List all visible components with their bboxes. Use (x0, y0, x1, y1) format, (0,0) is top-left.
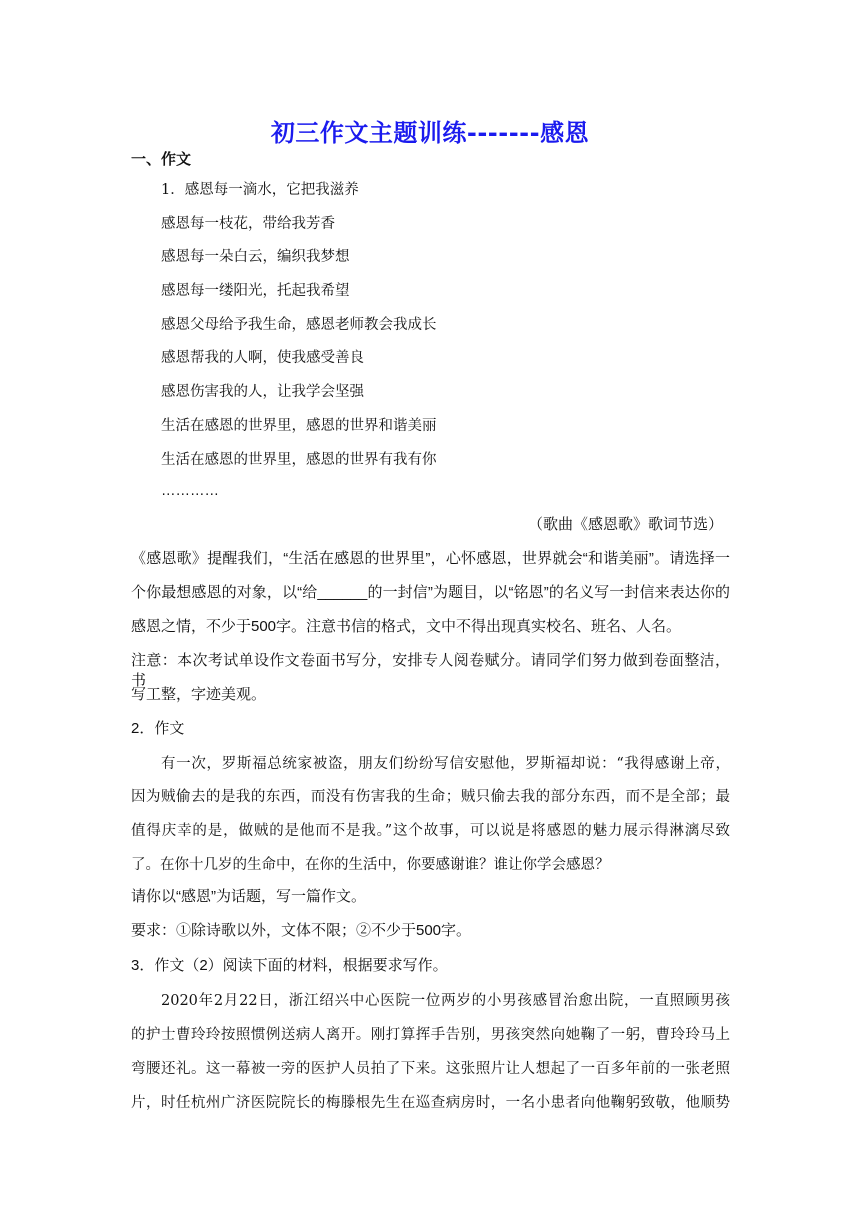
poem-line: 感恩帮我的人啊，使我感受善良 (161, 350, 364, 366)
poem-line: 生活在感恩的世界里，感恩的世界有我有你 (161, 452, 437, 468)
q2-topic: 请你以“感恩”为话题，写一篇作文。 (131, 888, 366, 905)
q1-prompt-line: 感恩之情，不少于500字。注意书信的格式，文中不得出现真实校名、班名、人名。 (131, 618, 682, 635)
poem-line: 生活在感恩的世界里，感恩的世界和谐美丽 (161, 418, 437, 434)
q3-material-line: 片，时任杭州广济医院院长的梅滕根先生在巡查病房时，一名小患者向他鞠躬致敬，他顺势 (131, 1095, 730, 1111)
q2-story-line: 值得庆幸的是，做贼的是他而不是我。”这个故事，可以说是将感恩的魅力展示得淋漓尽致 (131, 823, 730, 839)
q1-note-line: 注意：本次考试单设作文卷面书写分，安排专人阅卷赋分。请同学们努力做到卷面整洁，书 (131, 652, 730, 689)
poem-ellipsis: ………… (161, 483, 219, 499)
section-heading: 一、作文 (131, 151, 192, 168)
poem-line: 感恩每一朵白云，编织我梦想 (161, 249, 350, 265)
q3-material-line: 的护士曹玲玲按照惯例送病人离开。刚打算挥手告别，男孩突然向她鞠了一躬，曹玲玲马上 (131, 1027, 730, 1043)
q1-first-line: 1．感恩每一滴水，它把我滋养 (161, 182, 359, 198)
q1-source: （歌曲《感恩歌》歌词节选） (527, 516, 723, 533)
q2-story-line: 因为贼偷去的是我的东西，而没有伤害我的生命；贼只偷去我的部分东西，而不是全部；最 (131, 789, 730, 805)
q2-story-line: 有一次，罗斯福总统家被盗，朋友们纷纷写信安慰他，罗斯福却说：“我得感谢上帝， (161, 756, 730, 772)
q1-prompt-line: 个你最想感恩的对象，以“给______的一封信”为题目，以“铭恩”的名义写一封信来表达你的 (131, 584, 730, 601)
poem-line: 感恩每一缕阳光，托起我希望 (161, 283, 350, 299)
q1-note-line: 写工整，字迹美观。 (131, 686, 267, 703)
q2-requirement: 要求：①除诗歌以外，文体不限；②不少于500字。 (131, 922, 472, 939)
q1-prompt-line: 《感恩歌》提醒我们，“生活在感恩的世界里”，心怀感恩，世界就会“和谐美丽”。请选择一 (131, 550, 730, 567)
poem-line: 感恩父母给予我生命，感恩老师教会我成长 (161, 317, 437, 333)
q2-heading: 2．作文 (131, 720, 185, 737)
q2-story-line: 了。在你十几岁的生命中，在你的生活中，你要感谢谁？谁让你学会感恩？ (131, 857, 610, 873)
poem-line: 感恩每一枝花，带给我芳香 (161, 216, 335, 232)
q3-heading: 3．作文（2）阅读下面的材料，根据要求写作。 (131, 957, 448, 974)
q3-material-line: 弯腰还礼。这一幕被一旁的医护人员拍了下来。这张照片让人想起了一百多年前的一张老照 (131, 1061, 730, 1077)
poem-line: 感恩伤害我的人，让我学会坚强 (161, 384, 364, 400)
q3-material-line: 2020年2月22日，浙江绍兴中心医院一位两岁的小男孩感冒治愈出院，一直照顾男孩 (161, 993, 730, 1009)
page-title: 初三作文主题训练-------感恩 (270, 119, 590, 147)
